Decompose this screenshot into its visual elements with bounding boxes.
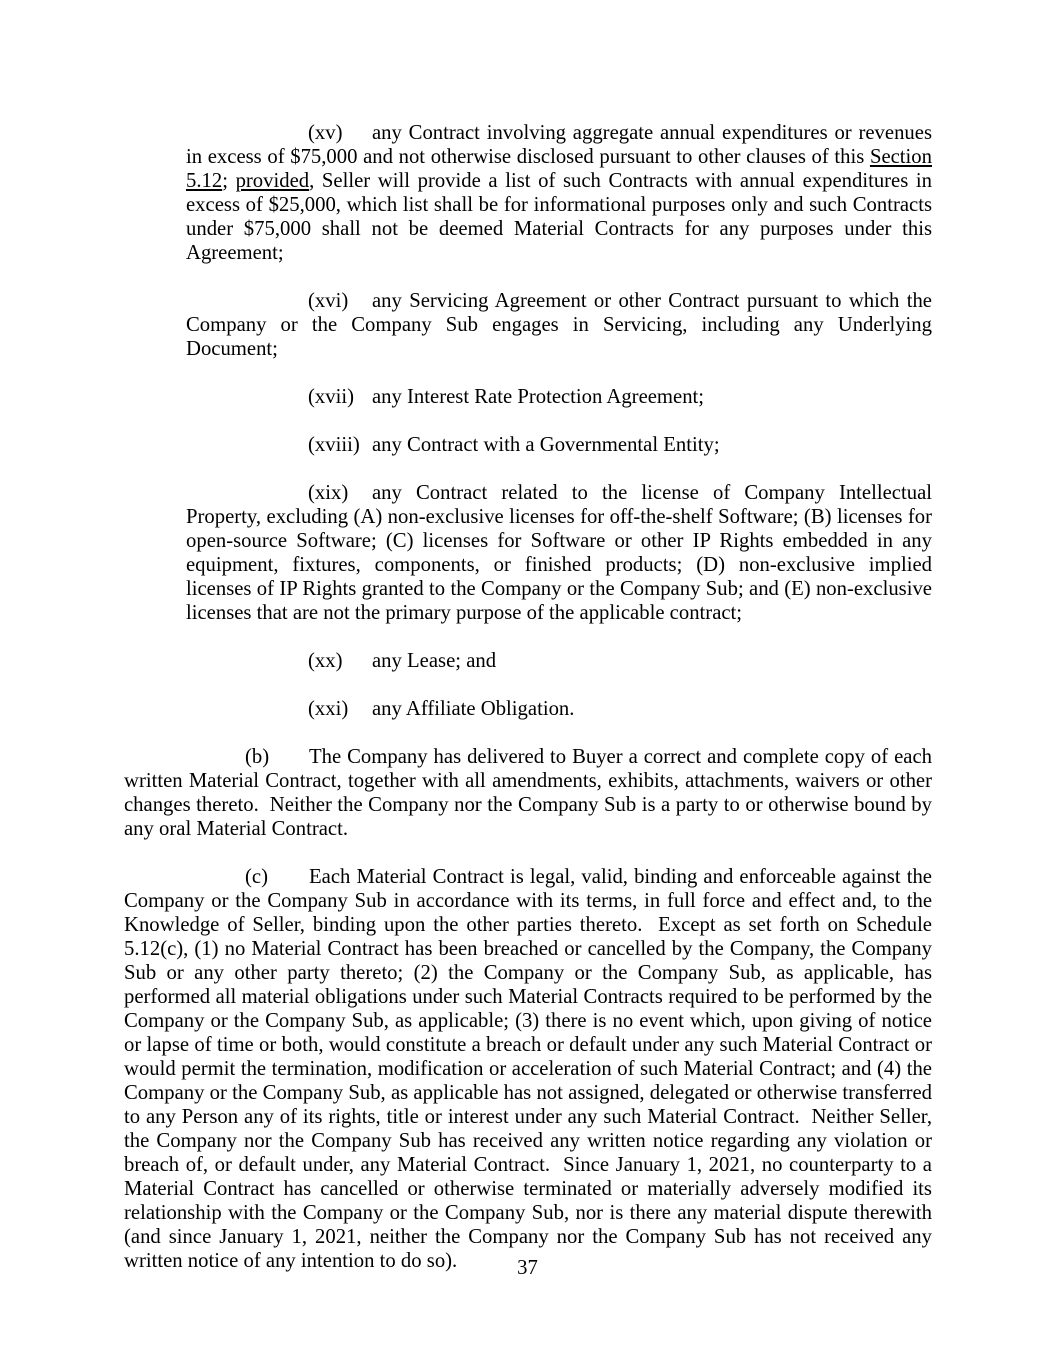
clause-xvi-marker: (xvi) bbox=[308, 290, 349, 312]
clause-xvii bbox=[186, 385, 932, 409]
clause-xv-text: , Seller will provide a list of such Contracts with annual expenditures in excess of $25,000, which list shall be for informational purposes only and such Contracts under $75,000 shall not be deemed Material Contracts for any purposes under this Agreement; bbox=[186, 170, 932, 264]
clause-xviii-text: any Contract with a Governmental Entity; bbox=[372, 434, 720, 456]
clause-xix-text: any Contract related to the license of Company Intellectual Property, excluding (A) non-exclusive licenses for off-the-shelf Software; (B) licenses for open-source Software; (C) licenses for Software or other IP Rights embedded in any equipment, fixtures, components, or finished products; (D) non-exclusive implied licenses of IP Rights granted to the Company or the Company Sub; and (E) non-exclusive licenses that are not the primary purpose of the applicable contract; bbox=[186, 482, 932, 624]
clause-xx-text: any Lease; and bbox=[372, 650, 497, 672]
clause-xxi-marker: (xxi) bbox=[308, 698, 349, 720]
clause-xxi bbox=[186, 697, 932, 721]
clause-xvii-text: any Interest Rate Protection Agreement; bbox=[372, 386, 705, 408]
clause-xxi-text: any Affiliate Obligation. bbox=[372, 698, 575, 720]
clause-xvii-marker: (xvii) bbox=[308, 386, 354, 408]
clause-xv-marker: (xv) bbox=[308, 122, 343, 144]
page-number: 37 bbox=[517, 1257, 538, 1279]
clause-xv bbox=[186, 121, 932, 265]
paragraph-b-text: The Company has delivered to Buyer a correct and complete copy of each written Material Contract, together with all amendments, exhibits, attachments, waivers or other changes thereto. Neither the Company nor the Company Sub is a party to or otherwise bound by any oral Material Contract. bbox=[124, 746, 932, 840]
clause-xviii-marker: (xviii) bbox=[308, 434, 360, 456]
section-5-12-reference: Section 5.12 bbox=[186, 146, 932, 192]
paragraph-c bbox=[124, 865, 932, 1273]
page-content bbox=[124, 121, 932, 1297]
clause-xv-text: ; bbox=[222, 170, 236, 192]
provided-term: provided bbox=[235, 170, 310, 192]
clause-xx bbox=[186, 649, 932, 673]
paragraph-b bbox=[124, 745, 932, 841]
clause-xx-marker: (xx) bbox=[308, 650, 343, 672]
clause-xv-text: any Contract involving aggregate annual expenditures or revenues in excess of $75,000 and not otherwise disclosed pursuant to other clauses of this bbox=[186, 122, 932, 168]
clause-xviii bbox=[186, 433, 932, 457]
paragraph-b-marker: (b) bbox=[245, 746, 270, 768]
paragraph-c-text: Each Material Contract is legal, valid, binding and enforceable against the Company or the Company Sub in accordance with its terms, in full force and effect and, to the Knowledge of Seller, binding upon the other parties thereto. Except as set forth on Schedule 5.12(c), (1) no Material Contract has been breached or cancelled by the Company, the Company Sub or any other party thereto; (2) the Company or the Company Sub, as applicable, has performed all material obligations under such Material Contracts required to be performed by the Company or the Company Sub, as applicable; (3) there is no event which, upon giving of notice or lapse of time or both, would constitute a breach or default under any such Material Contract or would permit the termination, modification or acceleration of such Material Contract; and (4) the Company or the Company Sub, as applicable has not assigned, delegated or otherwise transferred to any Person any of its rights, title or interest under any such Material Contract. Neither Seller, the Company nor the Company Sub has received any written notice regarding any violation or breach of, or default under, any Material Contract. Since January 1, 2021, no counterparty to a Material Contract has cancelled or otherwise terminated or materially adversely modified its relationship with the Company or the Company Sub, nor is there any material dispute therewith (and since January 1, 2021, neither the Company nor the Company Sub has not received any written notice of any intention to do so). bbox=[124, 866, 932, 1272]
clause-xix bbox=[186, 481, 932, 625]
paragraph-c-marker: (c) bbox=[245, 866, 268, 888]
clause-xvi bbox=[186, 289, 932, 361]
clause-xvi-text: any Servicing Agreement or other Contract pursuant to which the Company or the Company Sub engages in Servicing, including any Underlying Document; bbox=[186, 290, 932, 360]
clause-xix-marker: (xix) bbox=[308, 482, 349, 504]
